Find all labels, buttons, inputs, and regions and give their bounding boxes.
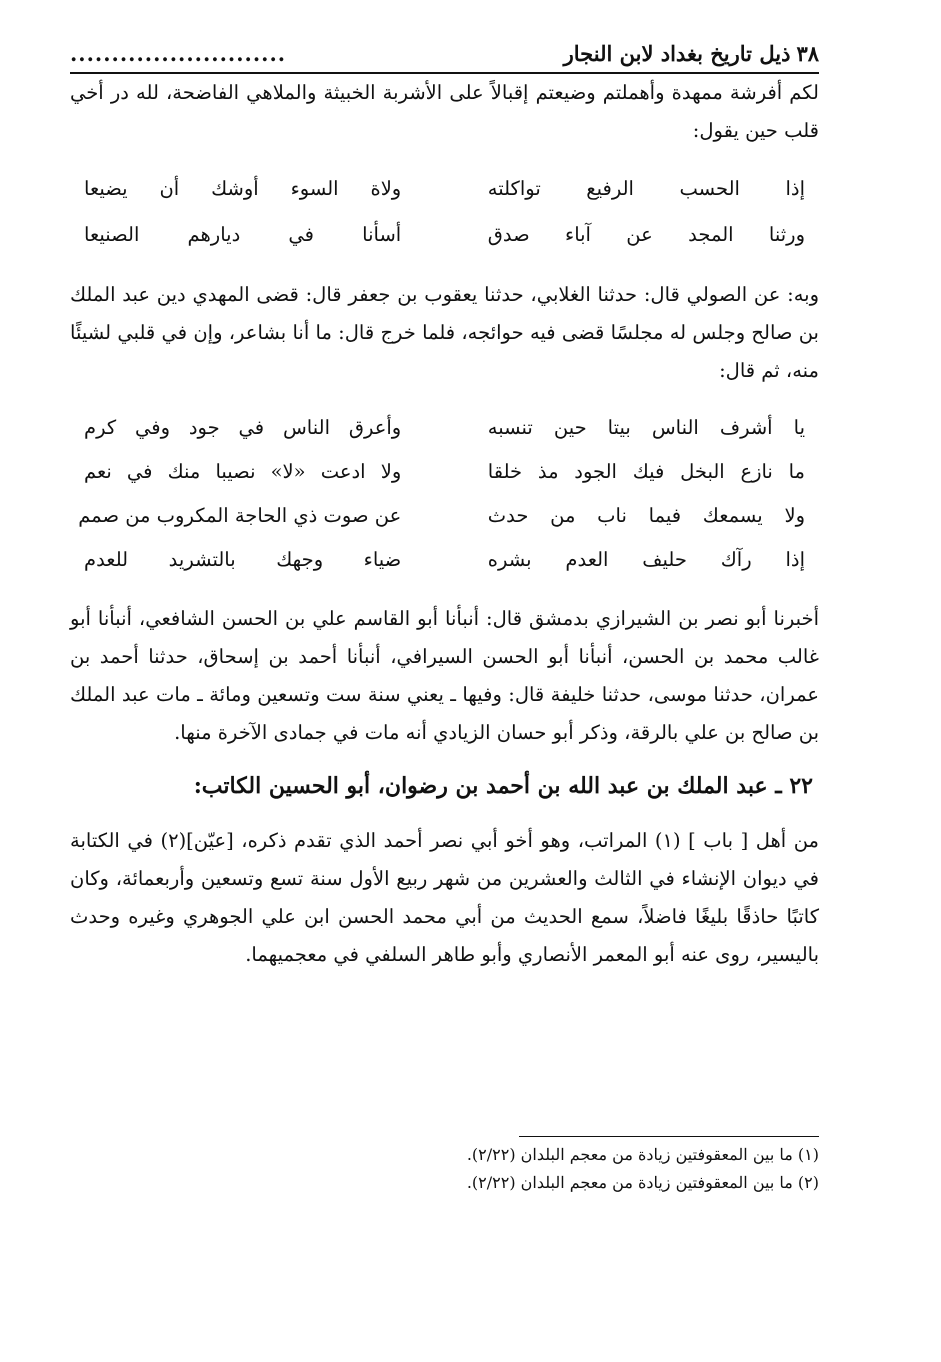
verse-line [70,406,819,450]
verse-second-hemistich: ولاة السوء أوشك أن يضيعا [84,177,402,200]
paragraph: وبه: عن الصولي قال: حدثنا الغلابي، حدثنا يعقوب بن جعفر قال: قضى المهدي دين عبد الملك بن صالح وجلس له مجلسًا قضى فيه حوائجه، فلما خرج قال: ما أنا بشاعر، وإن في قلبي لشيئًا منه، ثم قال: [70,283,819,382]
verse-first-hemistich: ما نازع البخل فيك الجود مذ خلقا [487,460,805,483]
footnote: (٢) ما بين المعقوفتين زيادة من معجم البلدان (٢/٢٢). [466,1173,819,1192]
header-leader-dots: .......................... [70,40,287,66]
page-number: ٣٨ [796,40,819,66]
verse-second-hemistich: ولا ادعت «لا» نصيبا منك في نعم [84,460,402,483]
main-text [70,74,819,974]
footnotes [70,1136,819,1197]
verse-line [70,212,819,258]
paragraph: من أهل [ باب ] (١) المراتب، وهو أخو أبي نصر أحمد الذي تقدم ذكره، [عيّن](٢) في الكتابة في ديوان الإنشاء في الثالث والعشرين من شهر ربيع الأول سنة تسع وتسعين وأربعمائة، وكان كاتبًا حاذقًا بليغًا فاضلاً، سمع الحديث من أبي محمد الحسن ابن علي الجوهري وغيره وحدث باليسير، روى عنه أبو المعمر الأنصاري وأبو طاهر السلفي في معجميهما. [70,829,819,966]
poem-block [70,166,819,258]
verse-second-hemistich: ضياء وجهك بالتشريد للعدم [84,548,402,571]
verse-first-hemistich: إذا الحسب الرفيع تواكلته [487,177,805,200]
verse-line [70,494,819,538]
paragraph: لكم أفرشة ممهدة وأهملتم وضيعتم إقبالاً على الأشربة الخبيثة والملاهي الفاضحة، لله در أخي قلب حين يقول: [70,81,819,142]
verse-second-hemistich: وأعرق الناس في جود وفي كرم [84,416,402,439]
verse-second-hemistich: أسأنا في ديارهم الصنيعا [84,223,402,246]
verse-first-hemistich: يا أشرف الناس بيتا حين تنسبه [487,416,805,439]
verse-line [70,166,819,212]
footnote-separator [519,1136,819,1137]
verse-line [70,538,819,582]
running-header [70,34,819,74]
verse-second-hemistich: عن صوت ذي الحاجة المكروب من صمم [78,504,402,527]
entry-heading: ٢٢ ـ عبد الملك بن عبد الله بن أحمد بن رضوان، أبو الحسين الكاتب: [193,773,813,799]
verse-first-hemistich: ورثنا المجد عن آباء صدق [487,223,805,246]
poem-block [70,406,819,582]
footnote: (١) ما بين المعقوفتين زيادة من معجم البلدان (٢/٢٢). [466,1145,819,1164]
verse-line [70,450,819,494]
verse-first-hemistich: إذا رآك حليف العدم بشره [487,548,805,571]
verse-first-hemistich: ولا يسمعك فيما ناب من حدث [487,504,805,527]
running-title: ذيل تاريخ بغداد لابن النجار [563,40,791,66]
paragraph: أخبرنا أبو نصر بن الشيرازي بدمشق قال: أنبأنا أبو القاسم علي بن الحسن الشافعي، أنبأنا أبو غالب محمد بن الحسن، أنبأنا أبو الحسن السيرافي، أنبأنا أحمد بن إسحاق، حدثنا أحمد بن عمران، حدثنا موسى، حدثنا خليفة قال: وفيها ـ يعني سنة ست وتسعين ومائة ـ مات عبد الملك بن صالح بن علي بالرقة، وذكر أبو حسان الزيادي أنه مات في جمادى الآخرة منها. [70,607,819,744]
